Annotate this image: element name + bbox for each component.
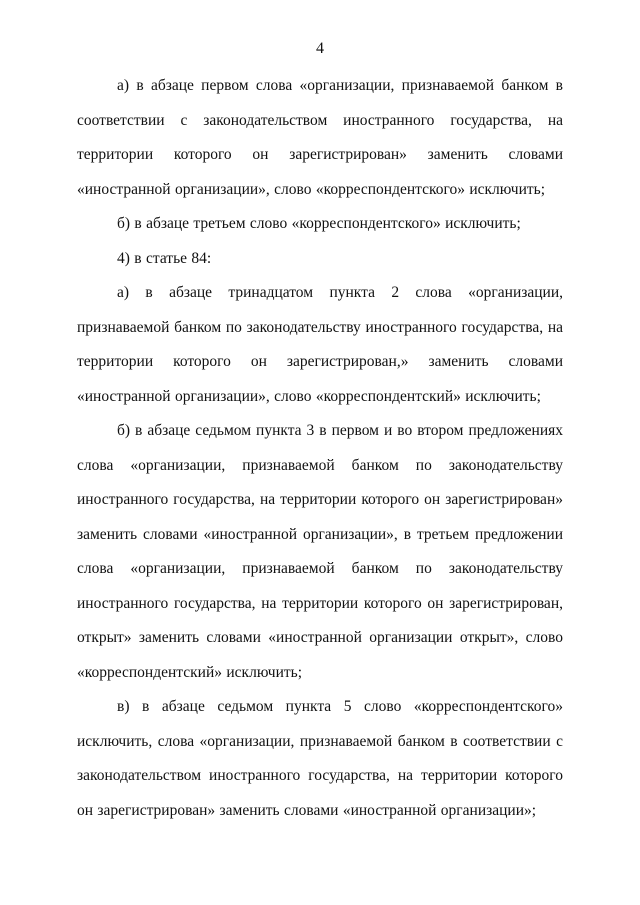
paragraph-b-third-abzac: б) в абзаце третьем слово «корреспондентского» исключить; <box>117 215 521 232</box>
paragraph-b-point-3: б) в абзаце седьмом пункта 3 в первом и во втором предложениях слова «организации, признаваемой банком по законодательству иностранного государства, на территории которого он зарегистрирован» заменить словами «иностранной организации», в третьем предложении слова «организации, признаваемой банком по законодательству иностранного государства, на территории которого он зарегистрирован, открыт» заменить словами «иностранной организации открыт», слово «корреспондентский» исключить; <box>77 422 563 681</box>
document-body <box>77 69 563 828</box>
paragraph-v-point-5: в) в абзаце седьмом пункта 5 слово «корреспондентского» исключить, слова «организации, признаваемой банком в соответствии с законодательством иностранного государства, на территории которого он зарегистрирован» заменить словами «иностранной организации»; <box>77 698 563 819</box>
paragraph-a-first-abzac: а) в абзаце первом слова «организации, признаваемой банком в соответствии с законодательством иностранного государства, на территории которого он зарегистрирован» заменить словами «иностранной организации», слово «корреспондентского» исключить; <box>77 77 563 198</box>
page-number: 4 <box>316 40 324 57</box>
paragraph-article-84: 4) в статье 84: <box>117 249 212 267</box>
paragraph-a-point-2: а) в абзаце тринадцатом пункта 2 слова «организации, признаваемой банком по законодательству иностранного государства, на территории которого он зарегистрирован,» заменить словами «иностранной организации», слово «корреспондентский» исключить; <box>77 284 563 405</box>
